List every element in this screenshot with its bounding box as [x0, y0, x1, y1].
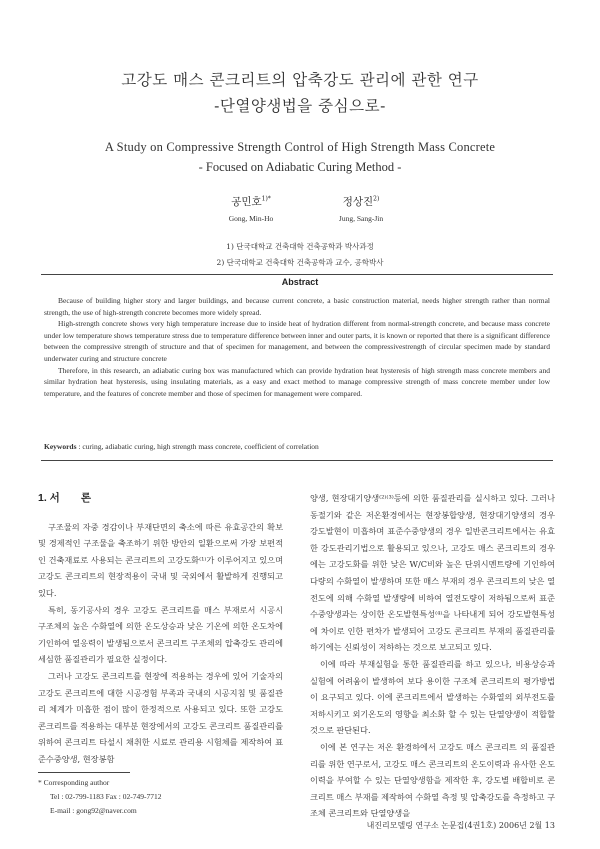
- title-korean: 고강도 매스 콘크리트의 압축강도 관리에 관한 연구: [121, 71, 479, 89]
- body-column-right: [310, 490, 555, 822]
- keywords-separator: :: [78, 442, 83, 451]
- body-paragraph: 특히, 동기공사의 경우 고강도 콘크리트를 매스 부재로서 시공시 구조체의 높은 수화열에 의한 온도상승과 낮은 기온에 의한 온도차에 기인하여 열응력이 발생됨으로서 콘크리트 구조체의 압축강도 관리에 세심한 품질관리가 필요한 실정이다.: [38, 604, 283, 665]
- abstract-top-rule: [41, 274, 553, 275]
- keywords-label: Keywords: [44, 442, 77, 451]
- author-1-name-en: Gong, Min-Ho: [228, 214, 274, 223]
- subtitle-korean: -단열양생법을 중심으로-: [214, 97, 386, 115]
- body-column-left: [38, 490, 283, 768]
- author-2: [306, 194, 416, 223]
- author-1: [196, 194, 306, 223]
- abstract-paragraph: Because of building higher story and larger buildings, and because current concrete, a basic construction material, needs higher strength rather than normal strength, the use of high-strength concrete becomes more widely spread.: [44, 296, 550, 317]
- author-2-name-en: Jung, Sang-Jin: [338, 214, 384, 223]
- author-1-name-ko: 공민호$^{1)*}$: [231, 195, 271, 208]
- body-paragraph: 이에 본 연구는 저온 환경하에서 고강도 매스 콘크리트 의 품질관리를 위한 연구로서, 고강도 매스 콘크리트의 온도이력과 유사한 온도이력을 부여할 수 있는 단열양생함을 제작한 후, 강도별 배합비로 콘크리트 매스 부재를 제작하여 수화열 측정 및 압축강도를 측정하고 구조체 콘크리트와 단열양생을: [310, 741, 555, 819]
- author-2-name-ko: 정상진$^{2)}$: [342, 195, 380, 208]
- section-heading: 1. 서 론: [38, 492, 91, 504]
- footnote-contact: Tel : 02-799-1183 Fax : 02-749-7712: [50, 792, 162, 801]
- body-paragraph: 그러나 고강도 콘크리트를 현장에 적용하는 경우에 있어 기술자의 고강도 콘크리트에 대한 시공경험 부족과 국내의 시공지침 및 품질관리 체계가 미흡한 점이 많이 한정적으로 사용되고 있다. 또한 고강도 콘크리트를 적용하는 대부분 현장에서의 고강도 콘크리트 품질관리를 위하여 콘크리트 타설시 채취한 시료로 관리용 시험체를 제작하여 표준수중양생, 현장봉함: [38, 670, 283, 764]
- affiliation-1: 1) 단국대학교 건축대학 건축공학과 박사과정: [226, 242, 374, 251]
- affiliation-2: 2) 단국대학교 건축대학 건축공학과 교수, 공학박사: [216, 258, 384, 267]
- abstract-paragraph: High-strength concrete shows very high temperature increase due to inside heat of hydration different from normal-strength concrete, and because mass concrete under low temperature shows temperature stress due to temperature difference between inner and outer parts, it is known or reported that there is a significant difference between the compressive strength of structure and that of specimen for management, and between the compressivestrength of circular specimen made by standard underwater curing and structure concrete: [44, 319, 550, 363]
- footnote: [38, 776, 288, 818]
- abstract-body: [44, 295, 550, 399]
- subtitle-english: - Focused on Adiabatic Curing Method -: [198, 160, 402, 174]
- keywords-text: curing, adiabatic curing, high strength mass concrete, coefficient of correlation: [82, 442, 319, 451]
- page-footer: 내진리모델링 연구소 논문집(4권1호) 2006년 2월 13: [366, 821, 555, 830]
- body-paragraph: 양생, 현장대기양생⁽²⁾⁽³⁾등에 의한 품질관리를 실시하고 있다. 그러나 동절기와 같은 저온환경에서는 현장봉합양생, 현장대기양생의 경우 강도발현이 미흡하며 표준수중양생의 경우 일반콘크리트에서는 유효한 강도관리기법으로 활용되고 있으나, 고강도 매스 콘크리트의 경우에는 고강도화를 위한 낮은 W/C비와 높은 단위시멘트량에 기인하여 다량의 수화열이 발생하며 또한 매스 부재의 경우 콘크리트의 낮은 열전도에 의해 수화열 발생량에 비하여 열전도량이 저하됨으로써 표준수중양생과는 상이한 온도발현특성⁽⁴⁾을 나타내게 되어 강도발현특성에 차이로 인한 편차가 발생되어 고강도 콘크리트 부재의 품질관리를 하기에는 신뢰성이 저하하는 것으로 보고되고 있다.: [310, 493, 555, 653]
- footnote-rule: [38, 772, 130, 773]
- footnote-label: * Corresponding author: [38, 778, 110, 787]
- keywords-bottom-rule: [41, 460, 553, 461]
- body-paragraph: 구조물의 자중 경감이나 부재단면의 축소에 따른 유효공간의 확보 및 경제적인 구조물을 축조하기 위한 방안의 일환으로써 가장 보편적인 건축재료로 사용되는 콘크리트의 고강도화⁽¹⁾가 이루어지고 있으며 고강도 콘크리트의 현장적용이 국내 및 국외에서 활발하게 진행되고 있다.: [38, 521, 283, 598]
- abstract-paragraph: Therefore, in this research, an adiabatic curing box was manufactured which can provide hydration heat hysteresis of high strength mass concrete members and similar hydration heat hysteresis, using insulating materials, as a easy and exact method to manage compressive strength of mass concrete member under low temperature, and the features of concrete member and those of specimen for management were compared.: [44, 365, 550, 398]
- footnote-email: E-mail : gong92@naver.com: [50, 806, 137, 815]
- body-paragraph: 이에 따라 부재실험을 통한 품질관리를 하고 있으나, 비용상승과 실험에 어려움이 발생하여 보다 용이한 구조체 콘크리트의 평가방법이 요구되고 있다. 이에 콘크리트에서 발생하는 수화열의 외부전도를 저하시키고 외기온도의 영향을 최소화 할 수 있는 단열양생이 적합할 것으로 판단된다.: [310, 658, 555, 736]
- keywords: [44, 442, 550, 451]
- title-english: A Study on Compressive Strength Control of High Strength Mass Concrete: [104, 140, 496, 154]
- abstract-heading: Abstract: [281, 277, 319, 287]
